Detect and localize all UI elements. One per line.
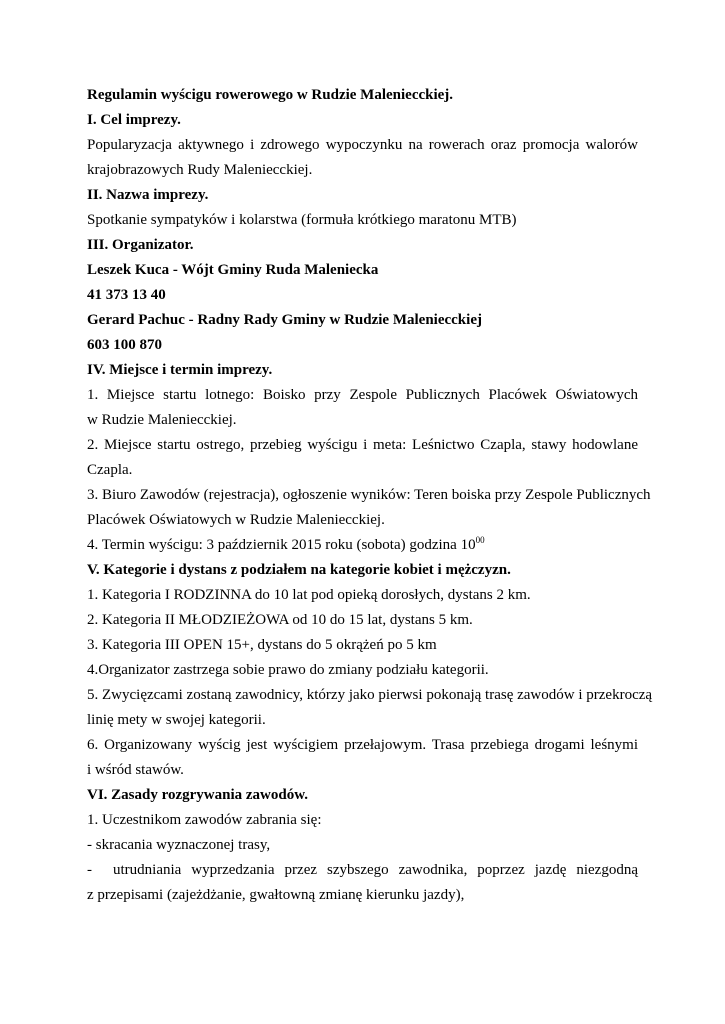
section-5-item-5-line-2: linię mety w swojej kategorii. (87, 712, 266, 728)
section-5-item-5-line-1: 5. Zwycięzcami zostaną zawodnicy, którzy jako pierwsi pokonają trasę zawodów i przekroczą (87, 687, 653, 703)
section-1-heading: I. Cel imprezy. (87, 112, 181, 128)
section-4-item-1-line-1: 1. Miejsce startu lotnego: Boisko przy Zespole Publicznych Placówek Oświatowych (87, 387, 638, 403)
section-4-item-2-line-1: 2. Miejsce startu ostrego, przebieg wyścigu i meta: Leśnictwo Czapla, stawy hodowlane (87, 437, 638, 453)
section-6-item-1: 1. Uczestnikom zawodów zabrania się: (87, 812, 322, 828)
document-title: Regulamin wyścigu rowerowego w Rudzie Maleniecckiej. (87, 87, 454, 103)
category-1: 1. Kategoria I RODZINNA do 10 lat pod opieką dorosłych, dystans 2 km. (87, 587, 531, 603)
organizer-1-name: Leszek Kuca - Wójt Gminy Ruda Maleniecka (87, 262, 379, 278)
section-4-item-3-line-1: 3. Biuro Zawodów (rejestracja), ogłoszenie wyników: Teren boiska przy Zespole Publicznych (87, 487, 651, 503)
category-2: 2. Kategoria II MŁODZIEŻOWA od 10 do 15 lat, dystans 5 km. (87, 612, 473, 628)
section-5-item-6-line-2: i wśród stawów. (87, 762, 184, 778)
organizer-2-phone: 603 100 870 (87, 337, 162, 353)
organizer-1-phone: 41 373 13 40 (87, 287, 166, 303)
rule-bullet-1: - skracania wyznaczonej trasy, (87, 837, 271, 853)
category-3: 3. Kategoria III OPEN 15+, dystans do 5 okrążeń po 5 km (87, 637, 437, 653)
section-5-heading: V. Kategorie i dystans z podziałem na kategorie kobiet i mężczyzn. (87, 562, 511, 578)
section-5-item-6-line-1: 6. Organizowany wyścig jest wyścigiem przełajowym. Trasa przebiega drogami leśnymi (87, 737, 638, 753)
section-4-item-1-line-2: w Rudzie Maleniecckiej. (87, 412, 237, 428)
race-date-text: 4. Termin wyścigu: 3 październik 2015 roku (sobota) godzina 10 (87, 537, 476, 553)
rule-bullet-2-text: utrudniania wyprzedzania przez szybszego zawodnika, poprzez jazdę niezgodną (113, 862, 638, 878)
bullet-dash: - (87, 862, 92, 878)
section-1-text-line-1: Popularyzacja aktywnego i zdrowego wypoczynku na rowerach oraz promocja walorów (87, 137, 638, 153)
race-time-superscript: 00 (475, 535, 485, 545)
section-4-item-4 (87, 536, 638, 554)
rule-bullet-2-line-2: z przepisami (zajeżdżanie, gwałtowną zmianę kierunku jazdy), (87, 887, 465, 903)
section-4-heading: IV. Miejsce i termin imprezy. (87, 362, 273, 378)
section-2-heading: II. Nazwa imprezy. (87, 187, 209, 203)
section-4-item-3-line-2: Placówek Oświatowych w Rudzie Maleniecckiej. (87, 512, 385, 528)
section-3-heading: III. Organizator. (87, 237, 194, 253)
section-2-text: Spotkanie sympatyków i kolarstwa (formuła krótkiego maratonu MTB) (87, 212, 517, 228)
section-6-heading: VI. Zasady rozgrywania zawodów. (87, 787, 308, 803)
section-4-item-2-line-2: Czapla. (87, 462, 133, 478)
rule-bullet-2-line-1 (87, 861, 638, 879)
section-1-text-line-2: krajobrazowych Rudy Maleniecckiej. (87, 162, 313, 178)
section-5-item-4: 4.Organizator zastrzega sobie prawo do zmiany podziału kategorii. (87, 662, 489, 678)
organizer-2-name: Gerard Pachuc - Radny Rady Gminy w Rudzie Maleniecckiej (87, 312, 482, 328)
